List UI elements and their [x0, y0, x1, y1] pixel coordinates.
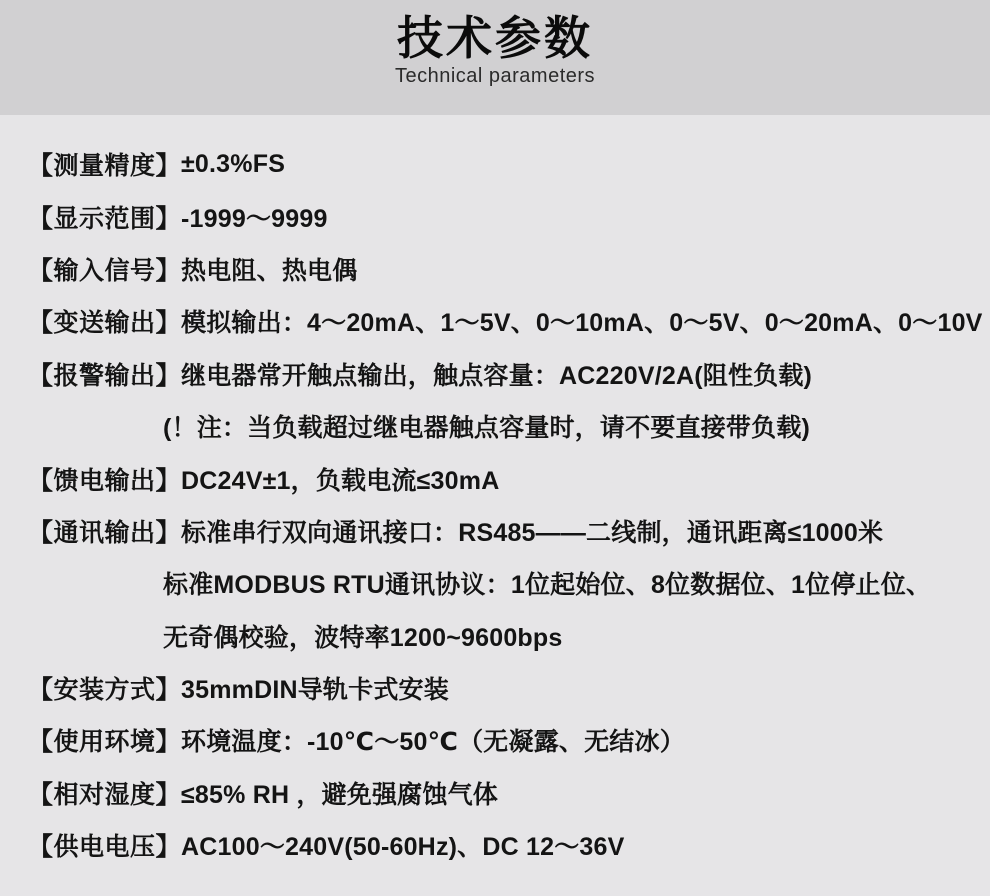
spec-row-power-supply [28, 819, 976, 871]
spec-label: 【测量精度】 [28, 152, 182, 181]
spec-row-humidity [28, 767, 976, 819]
spec-value: ≤85% RH ，避免强腐蚀气体 [181, 780, 498, 809]
spec-row-environment [28, 714, 976, 766]
spec-row-input-signal [28, 243, 976, 295]
spec-row-comm-protocol [28, 557, 976, 609]
spec-row-alarm-note [28, 400, 976, 452]
spec-row-measure-accuracy [28, 138, 976, 190]
spec-value: 模拟输出：4～20mA、1～5V、0～10mA、0～5V、0～20mA、0～10V [181, 309, 983, 338]
spec-row-comm-output [28, 505, 976, 557]
spec-value: 环境温度：-10℃～50℃（无凝露、无结冰） [181, 728, 685, 757]
spec-row-alarm-output [28, 348, 976, 400]
spec-row-transmit-output [28, 295, 983, 347]
spec-label: 【供电电压】 [28, 833, 182, 862]
spec-row-comm-baud [28, 610, 976, 662]
spec-value: -1999～9999 [181, 204, 328, 233]
spec-label: 【相对湿度】 [28, 780, 182, 809]
spec-label: 【变送输出】 [28, 309, 182, 338]
spec-label: 【报警输出】 [28, 361, 182, 390]
spec-value: 热电阻、热电偶 [181, 256, 358, 285]
spec-row-display-range [28, 190, 976, 242]
spec-value: (！注：当负载超过继电器触点容量时，请不要直接带负载) [163, 414, 811, 443]
spec-value: 继电器常开触点输出，触点容量：AC220V/2A(阻性负载) [181, 361, 813, 390]
spec-label: 【安装方式】 [28, 676, 182, 705]
spec-label: 【使用环境】 [28, 728, 182, 757]
spec-value: 标准串行双向通讯接口：RS485——二线制，通讯距离≤1000米 [181, 518, 884, 547]
page-subtitle: Technical parameters [394, 65, 596, 87]
spec-list [0, 115, 990, 871]
spec-value: 35mmDIN导轨卡式安装 [181, 676, 449, 705]
spec-row-mounting [28, 662, 976, 714]
header [0, 0, 990, 115]
spec-value: DC24V±1，负载电流≤30mA [181, 466, 500, 495]
page-title: 技术参数 [397, 12, 593, 64]
spec-value: 标准MODBUS RTU通讯协议：1位起始位、8位数据位、1位停止位、 [163, 571, 932, 600]
spec-label: 【输入信号】 [28, 256, 182, 285]
spec-value: AC100～240V(50-60Hz)、DC 12～36V [181, 833, 625, 862]
spec-label: 【馈电输出】 [28, 466, 182, 495]
spec-row-feed-output [28, 452, 976, 504]
spec-value: ±0.3%FS [181, 149, 286, 178]
spec-value: 无奇偶校验，波特率1200~9600bps [163, 623, 563, 652]
spec-label: 【显示范围】 [28, 204, 182, 233]
spec-label: 【通讯输出】 [28, 518, 182, 547]
